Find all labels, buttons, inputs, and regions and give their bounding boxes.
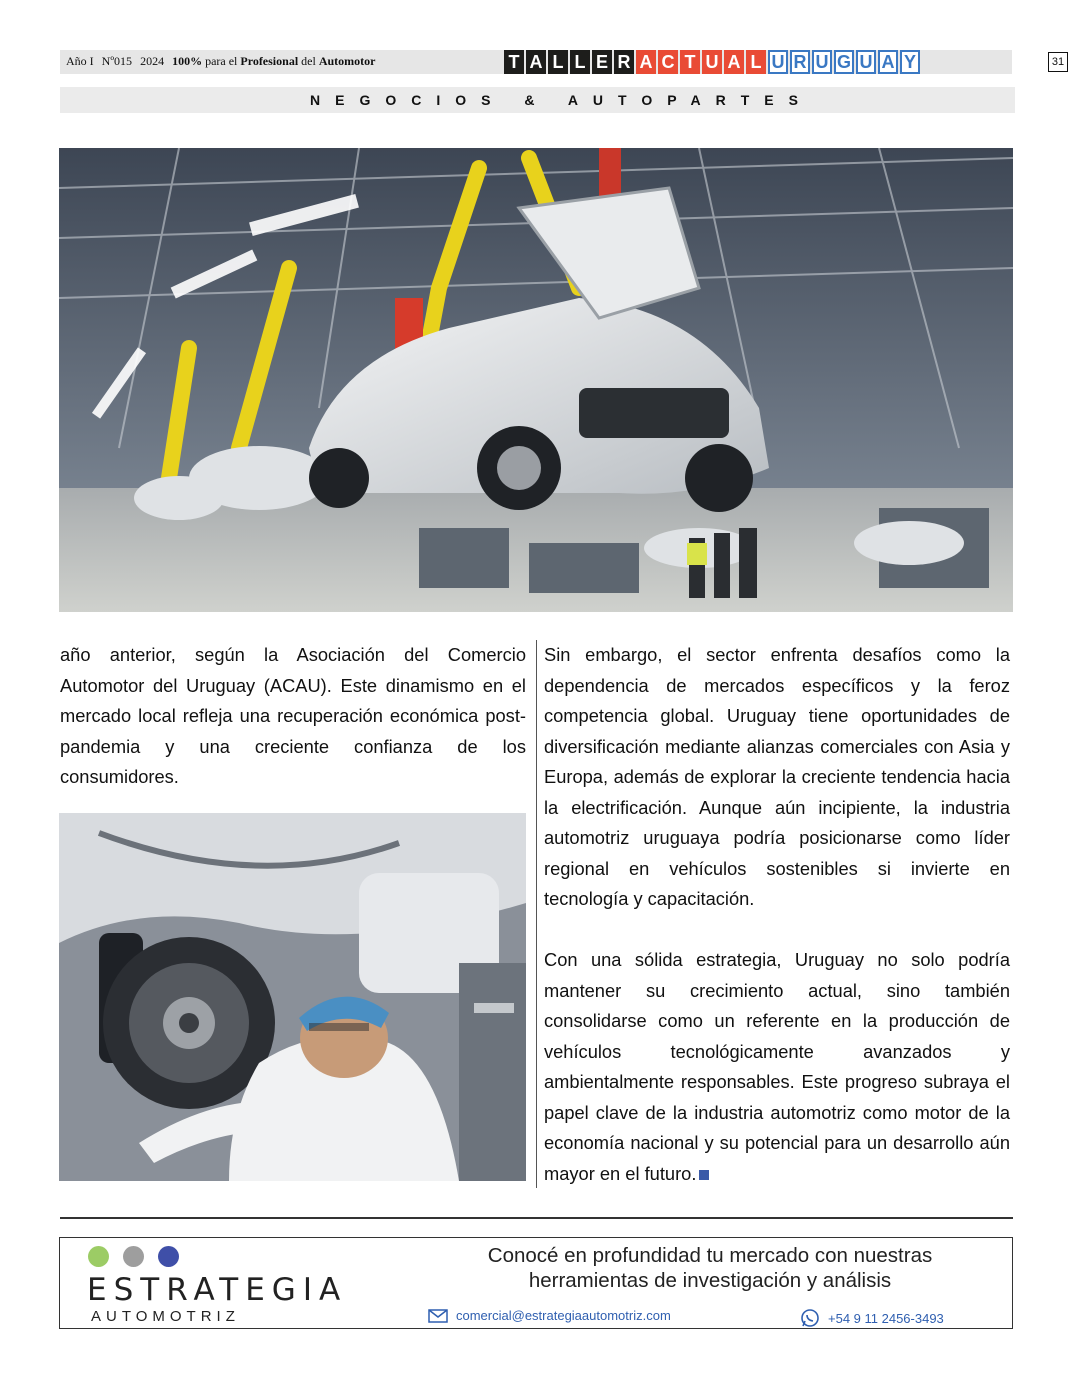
article-paragraph: año anterior, según la Asociación del Comercio Automotor del Uruguay (ACAU). Este dinamismo en el mercado local refleja una recuperación económica post-pandemia y una creciente confianza de los consumidores. bbox=[60, 644, 526, 787]
worker-illustration bbox=[59, 813, 526, 1181]
ad-headline bbox=[430, 1243, 990, 1293]
whatsapp-icon bbox=[800, 1308, 820, 1328]
article-paragraph-last bbox=[544, 945, 1010, 1189]
brand-dots-icon bbox=[88, 1246, 179, 1267]
tagline-part-3: del bbox=[301, 54, 316, 68]
logo-letter: G bbox=[834, 50, 854, 74]
ad-brand-name: ESTRATEGIA bbox=[87, 1272, 348, 1308]
ad-headline-line-1: Conocé en profundidad tu mercado con nuestras bbox=[487, 1244, 933, 1267]
ad-headline-line-2: herramientas de investigación y análisis bbox=[528, 1269, 892, 1292]
logo-letter: E bbox=[592, 50, 612, 74]
brand-dot bbox=[123, 1246, 144, 1267]
assembly-line-illustration bbox=[59, 148, 1013, 612]
worker-photo bbox=[59, 813, 526, 1181]
article-paragraph: Sin embargo, el sector enfrenta desafíos como la dependencia de mercados específicos y la feroz competencia global. Uruguay tiene oportunidades de diversificación mediante alianzas comerciales con Asia y Europa, además de explorar la creciente tendencia hacia la electrificación. Aunque aún incipiente, la industria automotriz uruguaya podría posicionarse como líder regional en vehículos sostenibles si invierte en tecnología y capacitación. bbox=[544, 644, 1010, 909]
tagline-percent: 100% bbox=[172, 54, 203, 68]
logo-letter: L bbox=[570, 50, 590, 74]
issue-year: Año I bbox=[66, 54, 94, 68]
column-divider bbox=[536, 640, 537, 1188]
tagline-part-2: Profesional bbox=[240, 54, 299, 68]
logo-letter: R bbox=[790, 50, 810, 74]
logo-letter: Y bbox=[900, 50, 920, 74]
magazine-logo bbox=[504, 50, 920, 74]
ad-phone-text[interactable]: +54 9 11 2456-3493 bbox=[828, 1310, 944, 1326]
page-number: 31 bbox=[1048, 52, 1068, 72]
masthead-bar bbox=[60, 50, 1065, 74]
article-column-right bbox=[544, 640, 1010, 1220]
logo-letter: T bbox=[504, 50, 524, 74]
ad-brand-subtitle: AUTOMOTRIZ bbox=[91, 1308, 240, 1325]
footer-divider bbox=[60, 1217, 1013, 1219]
logo-letter: U bbox=[812, 50, 832, 74]
issue-date: 2024 bbox=[140, 54, 165, 68]
logo-letter: L bbox=[746, 50, 766, 74]
assembly-line-photo bbox=[59, 148, 1013, 612]
article-column-left bbox=[60, 640, 526, 823]
issue-number: Nº015 bbox=[101, 54, 133, 68]
logo-letter: A bbox=[526, 50, 546, 74]
logo-letter: U bbox=[702, 50, 722, 74]
estrategia-automotriz-ad[interactable] bbox=[59, 1237, 1013, 1329]
brand-dot bbox=[158, 1246, 179, 1267]
logo-letter: U bbox=[768, 50, 788, 74]
logo-letter: L bbox=[548, 50, 568, 74]
issue-info bbox=[66, 54, 375, 69]
logo-letter: C bbox=[658, 50, 678, 74]
envelope-icon bbox=[428, 1309, 448, 1323]
ad-phone-contact[interactable] bbox=[800, 1308, 944, 1328]
article-paragraph-text: Con una sólida estrategia, Uruguay no solo podría mantener su crecimiento actual, sino también consolidarse como un referente en la producción de vehículos tecnológicamente avanzados y ambientalmente responsables. Este progreso subraya el papel clave de la industria automotriz como motor de la economía nacional y su potencial para un desarrollo aún mayor en el futuro. bbox=[544, 949, 1010, 1184]
logo-letter: A bbox=[724, 50, 744, 74]
logo-letter: U bbox=[856, 50, 876, 74]
section-bar bbox=[60, 87, 1015, 113]
ad-email-text[interactable]: comercial@estrategiaautomotriz.com bbox=[456, 1308, 671, 1323]
logo-letter: R bbox=[614, 50, 634, 74]
logo-letter: T bbox=[680, 50, 700, 74]
end-mark-icon bbox=[699, 1170, 709, 1180]
ad-email-contact[interactable] bbox=[428, 1308, 671, 1323]
section-title: NEGOCIOS & AUTOPARTES bbox=[310, 92, 813, 108]
tagline-part-1: para el bbox=[205, 54, 238, 68]
logo-letter: A bbox=[636, 50, 656, 74]
brand-dot bbox=[88, 1246, 109, 1267]
tagline-part-4: Automotor bbox=[318, 54, 376, 68]
logo-letter: A bbox=[878, 50, 898, 74]
